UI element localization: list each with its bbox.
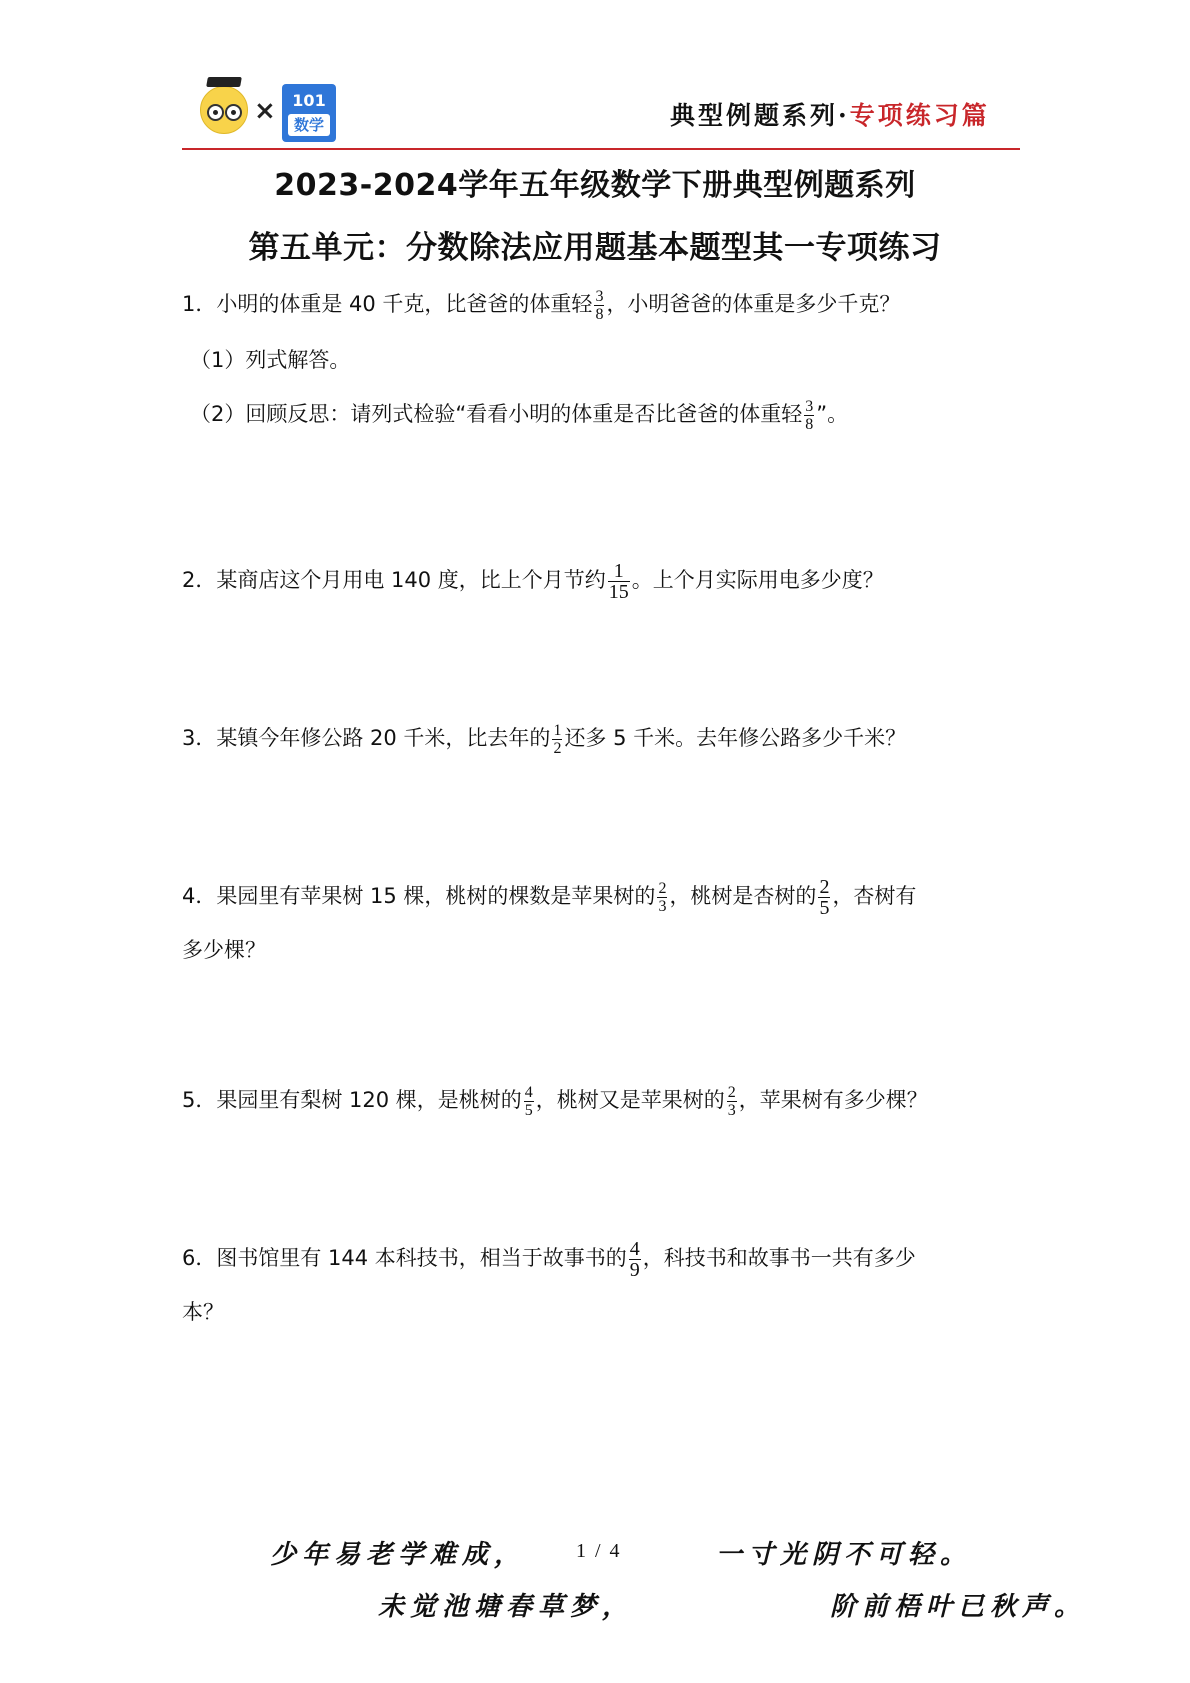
fraction-numerator: 2 [727,1083,736,1101]
q5-text-c: ，苹果树有多少棵？ [738,1088,928,1112]
document-subtitle: 第五单元：分数除法应用题基本题型其一专项练习 [248,230,942,266]
footer-poem-line-1: 少年易老学难成， [270,1540,527,1570]
fraction-numerator: 2 [658,879,667,897]
q1-text-b: ，小明爸爸的体重是多少千克？ [606,292,901,316]
logo-separator: × [254,96,276,126]
fraction-denominator: 3 [727,1101,736,1119]
document-title: 2023-2024学年五年级数学下册典型例题系列 [274,168,916,203]
q5-text-a: 5．果园里有梨树 120 棵，是桃树的 [182,1088,522,1112]
question-4 [182,876,916,918]
question-5 [182,1080,928,1120]
q2-text-b: 。上个月实际用电多少度？ [631,568,884,592]
q6-text-a: 6．图书馆里有 144 本科技书，相当于故事书的 [182,1246,627,1270]
fraction-denominator: 2 [553,739,562,757]
fraction-denominator: 9 [629,1258,640,1281]
logo-line1: 101 [292,91,326,110]
q5-fraction-1 [524,1084,534,1119]
q3-text-a: 3．某镇今年修公路 20 千米，比去年的 [182,726,551,750]
brand-101-logo [282,84,336,142]
fraction-denominator: 8 [805,415,814,433]
question-6 [182,1238,916,1280]
q3-fraction [552,722,562,757]
q4-text-a: 4．果园里有苹果树 15 棵，桃树的棵数是苹果树的 [182,884,656,908]
header-divider [182,148,1020,150]
mascot-eye-right [225,104,242,121]
q1-fraction [594,288,604,323]
q6-fraction [629,1239,641,1280]
q2-fraction [608,561,630,602]
fraction-numerator: 1 [553,721,562,739]
header-series [670,96,990,132]
q4-text-c: ，杏树有 [832,884,917,908]
q1-part2-text-a: （2）回顾反思：请列式检验“看看小明的体重是否比爸爸的体重轻 [190,402,803,426]
q4-fraction-1 [657,880,667,915]
logo-line2: 数学 [288,114,330,136]
q5-fraction-2 [727,1084,737,1119]
q4-text-b: ，桃树是杏树的 [669,884,817,908]
footer-poem-line-2: 一寸光阴不可轻。 [716,1540,973,1570]
header-series-label: 典型例题系列· [670,101,850,130]
fraction-numerator: 3 [805,397,814,415]
fraction-denominator: 5 [524,1101,533,1119]
fraction-numerator: 4 [524,1083,533,1101]
header-special-label: 专项练习篇 [849,101,990,130]
footer-poem-line-4: 阶前梧叶已秋声。 [830,1592,1087,1622]
q5-text-b: ，桃树又是苹果树的 [535,1088,725,1112]
fraction-numerator: 1 [608,561,630,582]
q1-part2-fraction [804,398,814,433]
q1-part2-text-b: ”。 [816,402,849,426]
question-2 [182,560,884,602]
question-4-continued: 多少棵？ [182,938,266,962]
fraction-denominator: 8 [595,305,604,323]
fraction-denominator: 3 [658,897,667,915]
page-number: 1 / 4 [576,1540,622,1562]
fraction-denominator: 15 [608,580,629,603]
question-1-part-1: （1）列式解答。 [190,348,351,372]
question-3 [182,718,906,758]
footer-poem-line-3: 未觉池塘春草梦， [378,1592,635,1622]
mascot-logo-icon [200,86,248,134]
question-1-part-2 [190,394,848,434]
q6-text-b: ，科技书和故事书一共有多少 [642,1246,916,1270]
q4-fraction-2 [818,877,830,918]
q3-text-b: 还多 5 千米。去年修公路多少千米？ [564,726,907,750]
fraction-numerator: 4 [629,1237,640,1260]
q2-text-a: 2．某商店这个月用电 140 度，比上个月节约 [182,568,606,592]
question-6-continued: 本？ [182,1300,224,1324]
fraction-numerator: 3 [595,287,604,305]
fraction-denominator: 5 [819,896,830,919]
q1-text-a: 1．小明的体重是 40 千克，比爸爸的体重轻 [182,292,593,316]
question-1 [182,284,900,324]
fraction-numerator: 2 [819,875,830,898]
mascot-eye-left [207,104,224,121]
graduation-cap-icon [206,77,242,87]
